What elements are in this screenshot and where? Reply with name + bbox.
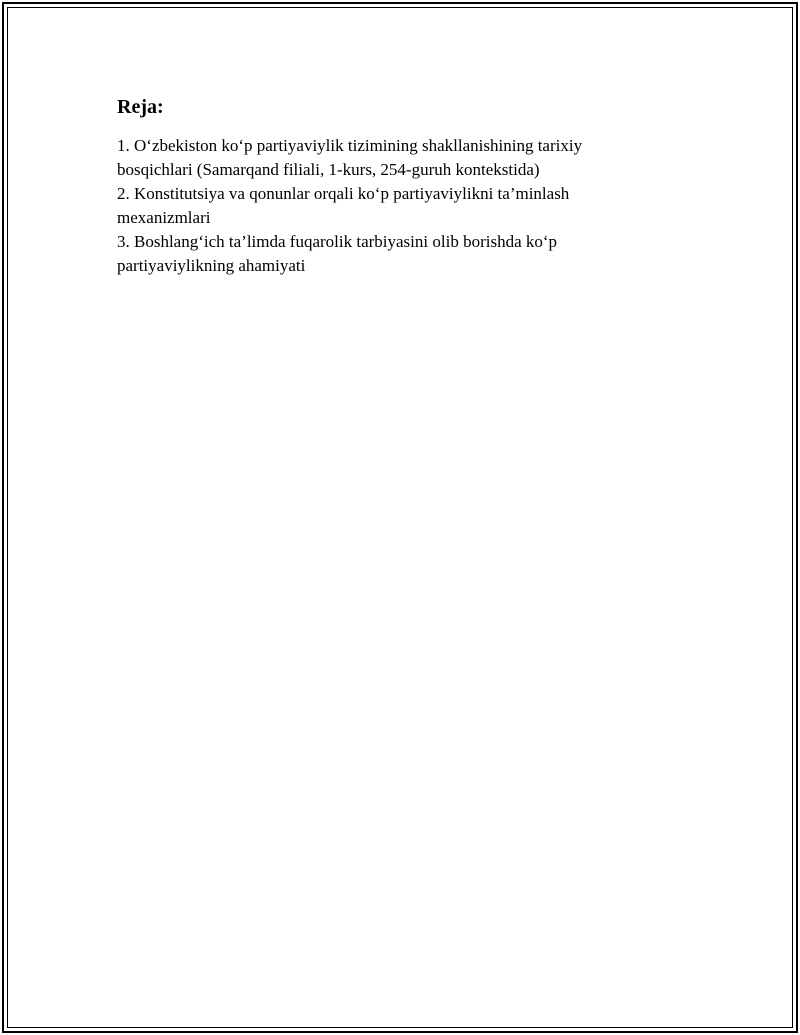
plan-heading: Reja: — [117, 96, 164, 118]
plan-item-1: 1. O‘zbekiston ko‘p partiyaviylik tizimining shakllanishining tarixiy bosqichlari (Samarqand filiali, 1-kurs, 254-guruh kontekstida) — [117, 136, 583, 179]
plan-item-2: 2. Konstitutsiya va qonunlar orqali ko‘p partiyaviylikni ta’minlash mexanizmlari — [117, 184, 570, 227]
plan-item-3: 3. Boshlang‘ich ta’limda fuqarolik tarbiyasini olib borishda ko‘p partiyaviylikning ahamiyati — [117, 232, 558, 275]
plan-list — [117, 134, 657, 278]
page-content — [117, 94, 657, 278]
